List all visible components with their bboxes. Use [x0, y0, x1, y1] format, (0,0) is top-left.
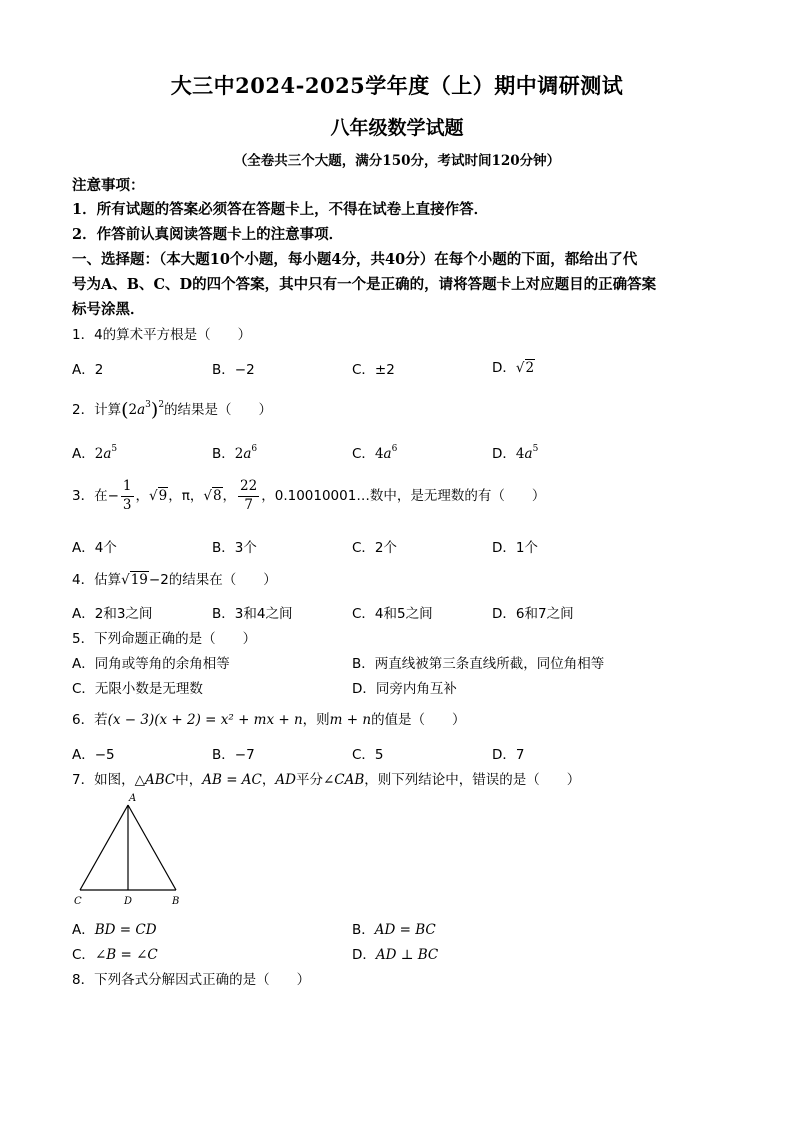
q6-option-b: B．−7	[212, 747, 255, 763]
q1-option-d-radicand: 2	[525, 360, 535, 376]
section1-line-1: 一、选择题：（本大题10个小题，每小题4分，共40分）在每个小题的下面，都给出了代	[72, 251, 638, 268]
q8-stem: 8．下列各式分解因式正确的是（ ）	[72, 972, 311, 988]
q5-option-c: C．无限小数是无理数	[72, 681, 203, 697]
q2-option-b-label: B．	[212, 446, 235, 462]
q2-option-a-var: a	[103, 446, 112, 462]
q7-option-c	[72, 943, 158, 963]
q4-option-a: A．2和3之间	[72, 606, 153, 622]
q7-option-b-label: B．	[352, 922, 375, 938]
q6-target: m + n	[329, 712, 372, 728]
q7-triangle: △ABC	[134, 772, 176, 788]
side-ab	[128, 805, 176, 890]
q1-option-b: B．−2	[212, 362, 255, 378]
q6-option-c: C．5	[352, 747, 384, 763]
exam-title: 大三中2024-2025学年度（上）期中调研测试	[170, 73, 624, 98]
q2-prefix: 2．计算	[72, 402, 122, 418]
q7-option-c-label: C．	[72, 947, 95, 963]
q1-option-a: A．2	[72, 362, 104, 378]
q7-mid1: 中，	[175, 772, 203, 788]
q2-option-d-label: D．	[492, 446, 516, 462]
section1-line-3: 标号涂黑．	[72, 301, 145, 318]
q7-mid3: 平分	[295, 772, 323, 788]
q7-option-b-text: AD = BC	[374, 922, 436, 938]
sqrt-eight: √8	[203, 488, 222, 504]
q6-mid: ，则	[302, 712, 330, 728]
q6-suffix: 的值是（ ）	[371, 712, 466, 728]
notes-heading: 注意事项：	[72, 177, 145, 194]
exam-subtitle: 八年级数学试题	[330, 117, 464, 139]
q2-suffix: 的结果是（ ）	[164, 402, 273, 418]
q2-option-d-coef: 4	[515, 446, 525, 462]
note-item-2: 2．作答前认真阅读答题卡上的注意事项．	[72, 226, 344, 243]
q4-option-b: B．3和4之间	[212, 606, 293, 622]
q2-option-d-exp: 5	[532, 444, 539, 454]
q5-stem: 5．下列命题正确的是（ ）	[72, 631, 257, 647]
q7-equality: AB = AC	[202, 772, 262, 788]
q7-option-d-label: D．	[352, 947, 376, 963]
q4-prefix: 4．估算	[72, 572, 122, 588]
q3-radicand-1: 9	[158, 488, 168, 504]
q3-frac2-num: 22	[238, 480, 259, 497]
fraction-one-third	[121, 480, 134, 512]
q2-option-c-var: a	[383, 446, 392, 462]
q7-option-b	[352, 918, 436, 938]
q1-option-d-label: D．	[492, 360, 516, 376]
q1-option-d	[492, 356, 535, 376]
q2-option-b	[212, 442, 257, 462]
q7-prefix: 7．如图，	[72, 772, 135, 788]
q6-prefix: 6．若	[72, 712, 108, 728]
q2-option-a	[72, 442, 117, 462]
q2-option-c-label: C．	[352, 446, 375, 462]
side-ac	[80, 805, 128, 890]
q5-option-a: A．同角或等角的余角相等	[72, 656, 230, 672]
q6-option-d: D．7	[492, 747, 525, 763]
q3-option-a: A．4个	[72, 540, 117, 556]
q2-option-c-exp: 6	[391, 444, 398, 454]
q2-outer-exp: 2	[158, 400, 165, 410]
q7-option-a	[72, 918, 157, 938]
q5-option-b: B．两直线被第三条直线所截，同位角相等	[352, 656, 605, 672]
q2-option-a-exp: 5	[111, 444, 118, 454]
sqrt-nine: √9	[149, 488, 168, 504]
q2-option-d	[492, 442, 538, 462]
q7-option-d	[352, 943, 438, 963]
vertex-label-a: A	[129, 793, 137, 804]
q2-option-a-label: A．	[72, 446, 95, 462]
q3-frac1-den: 3	[122, 496, 132, 513]
q4-stem	[72, 568, 277, 588]
q2-inner-exp: 3	[145, 400, 151, 410]
q2-option-a-coef: 2	[94, 446, 104, 462]
q4-radicand: 19	[130, 572, 148, 588]
vertex-label-b: B	[172, 896, 180, 907]
vertex-label-c: C	[74, 896, 82, 907]
q4-option-d: D．6和7之间	[492, 606, 574, 622]
q6-expression: (x − 3)(x + 2) = x² + mx + n	[107, 712, 303, 728]
q3-sep2: ，π，	[168, 488, 204, 504]
q3-prefix: 3．在−	[72, 488, 119, 504]
q7-segment-ad: AD	[275, 772, 296, 788]
q2-inner-var: a	[137, 402, 146, 418]
q3-radicand-2: 8	[212, 488, 222, 504]
q4-suffix: −2的结果在（ ）	[148, 572, 277, 588]
q4-option-c: C．4和5之间	[352, 606, 433, 622]
q2-option-b-var: a	[243, 446, 252, 462]
note-item-1: 1．所有试题的答案必须答在答题卡上，不得在试卷上直接作答．	[72, 201, 489, 218]
exam-info: （全卷共三个大题，满分150分，考试时间120分钟）	[233, 153, 561, 169]
q3-frac2-den: 7	[244, 496, 253, 513]
q5-option-d: D．同旁内角互补	[352, 681, 457, 697]
q3-option-b: B．3个	[212, 540, 257, 556]
q2-inner-coef: 2	[128, 402, 138, 418]
q1-option-c: C．±2	[352, 362, 395, 378]
section1-line-2: 号为A、B、C、D的四个答案，其中只有一个是正确的，请将答题卡上对应题目的正确答案	[72, 276, 657, 293]
q2-option-b-exp: 6	[251, 444, 258, 454]
triangle-figure	[72, 790, 188, 910]
q3-frac1-num: 1	[121, 480, 134, 497]
q6-stem	[72, 708, 466, 728]
sqrt-nineteen: √19	[121, 572, 148, 588]
q6-option-a: A．−5	[72, 747, 115, 763]
q3-sep1: ，	[135, 488, 149, 504]
q3-option-c: C．2个	[352, 540, 398, 556]
q3-sep3: ，	[222, 488, 237, 504]
q7-option-d-text: AD ⊥ BC	[375, 947, 439, 963]
q7-option-a-text: BD = CD	[94, 922, 157, 938]
q2-option-b-coef: 2	[234, 446, 244, 462]
q7-mid2: ，	[261, 772, 276, 788]
q2-option-c-coef: 4	[374, 446, 384, 462]
fraction-22-7	[238, 480, 259, 512]
q3-stem	[72, 480, 545, 512]
q2-option-d-var: a	[524, 446, 533, 462]
vertex-label-d: D	[124, 896, 133, 907]
q7-stem	[72, 768, 580, 788]
q7-option-a-label: A．	[72, 922, 95, 938]
q1-stem: 1．4的算术平方根是（ ）	[72, 327, 252, 343]
q7-option-c-text: ∠B = ∠C	[94, 947, 158, 963]
q7-suffix: ，则下列结论中，错误的是（ ）	[364, 772, 581, 788]
sqrt-sign: √2	[515, 360, 535, 376]
q7-angle: ∠CAB	[322, 772, 365, 788]
q2-stem: 2．计算$(2a^3)^2$的结果是（ ）	[72, 399, 273, 421]
q2-option-c	[352, 442, 397, 462]
q3-suffix: ，0.10010001…数中，是无理数的有（ ）	[261, 488, 546, 504]
q3-option-d: D．1个	[492, 540, 538, 556]
